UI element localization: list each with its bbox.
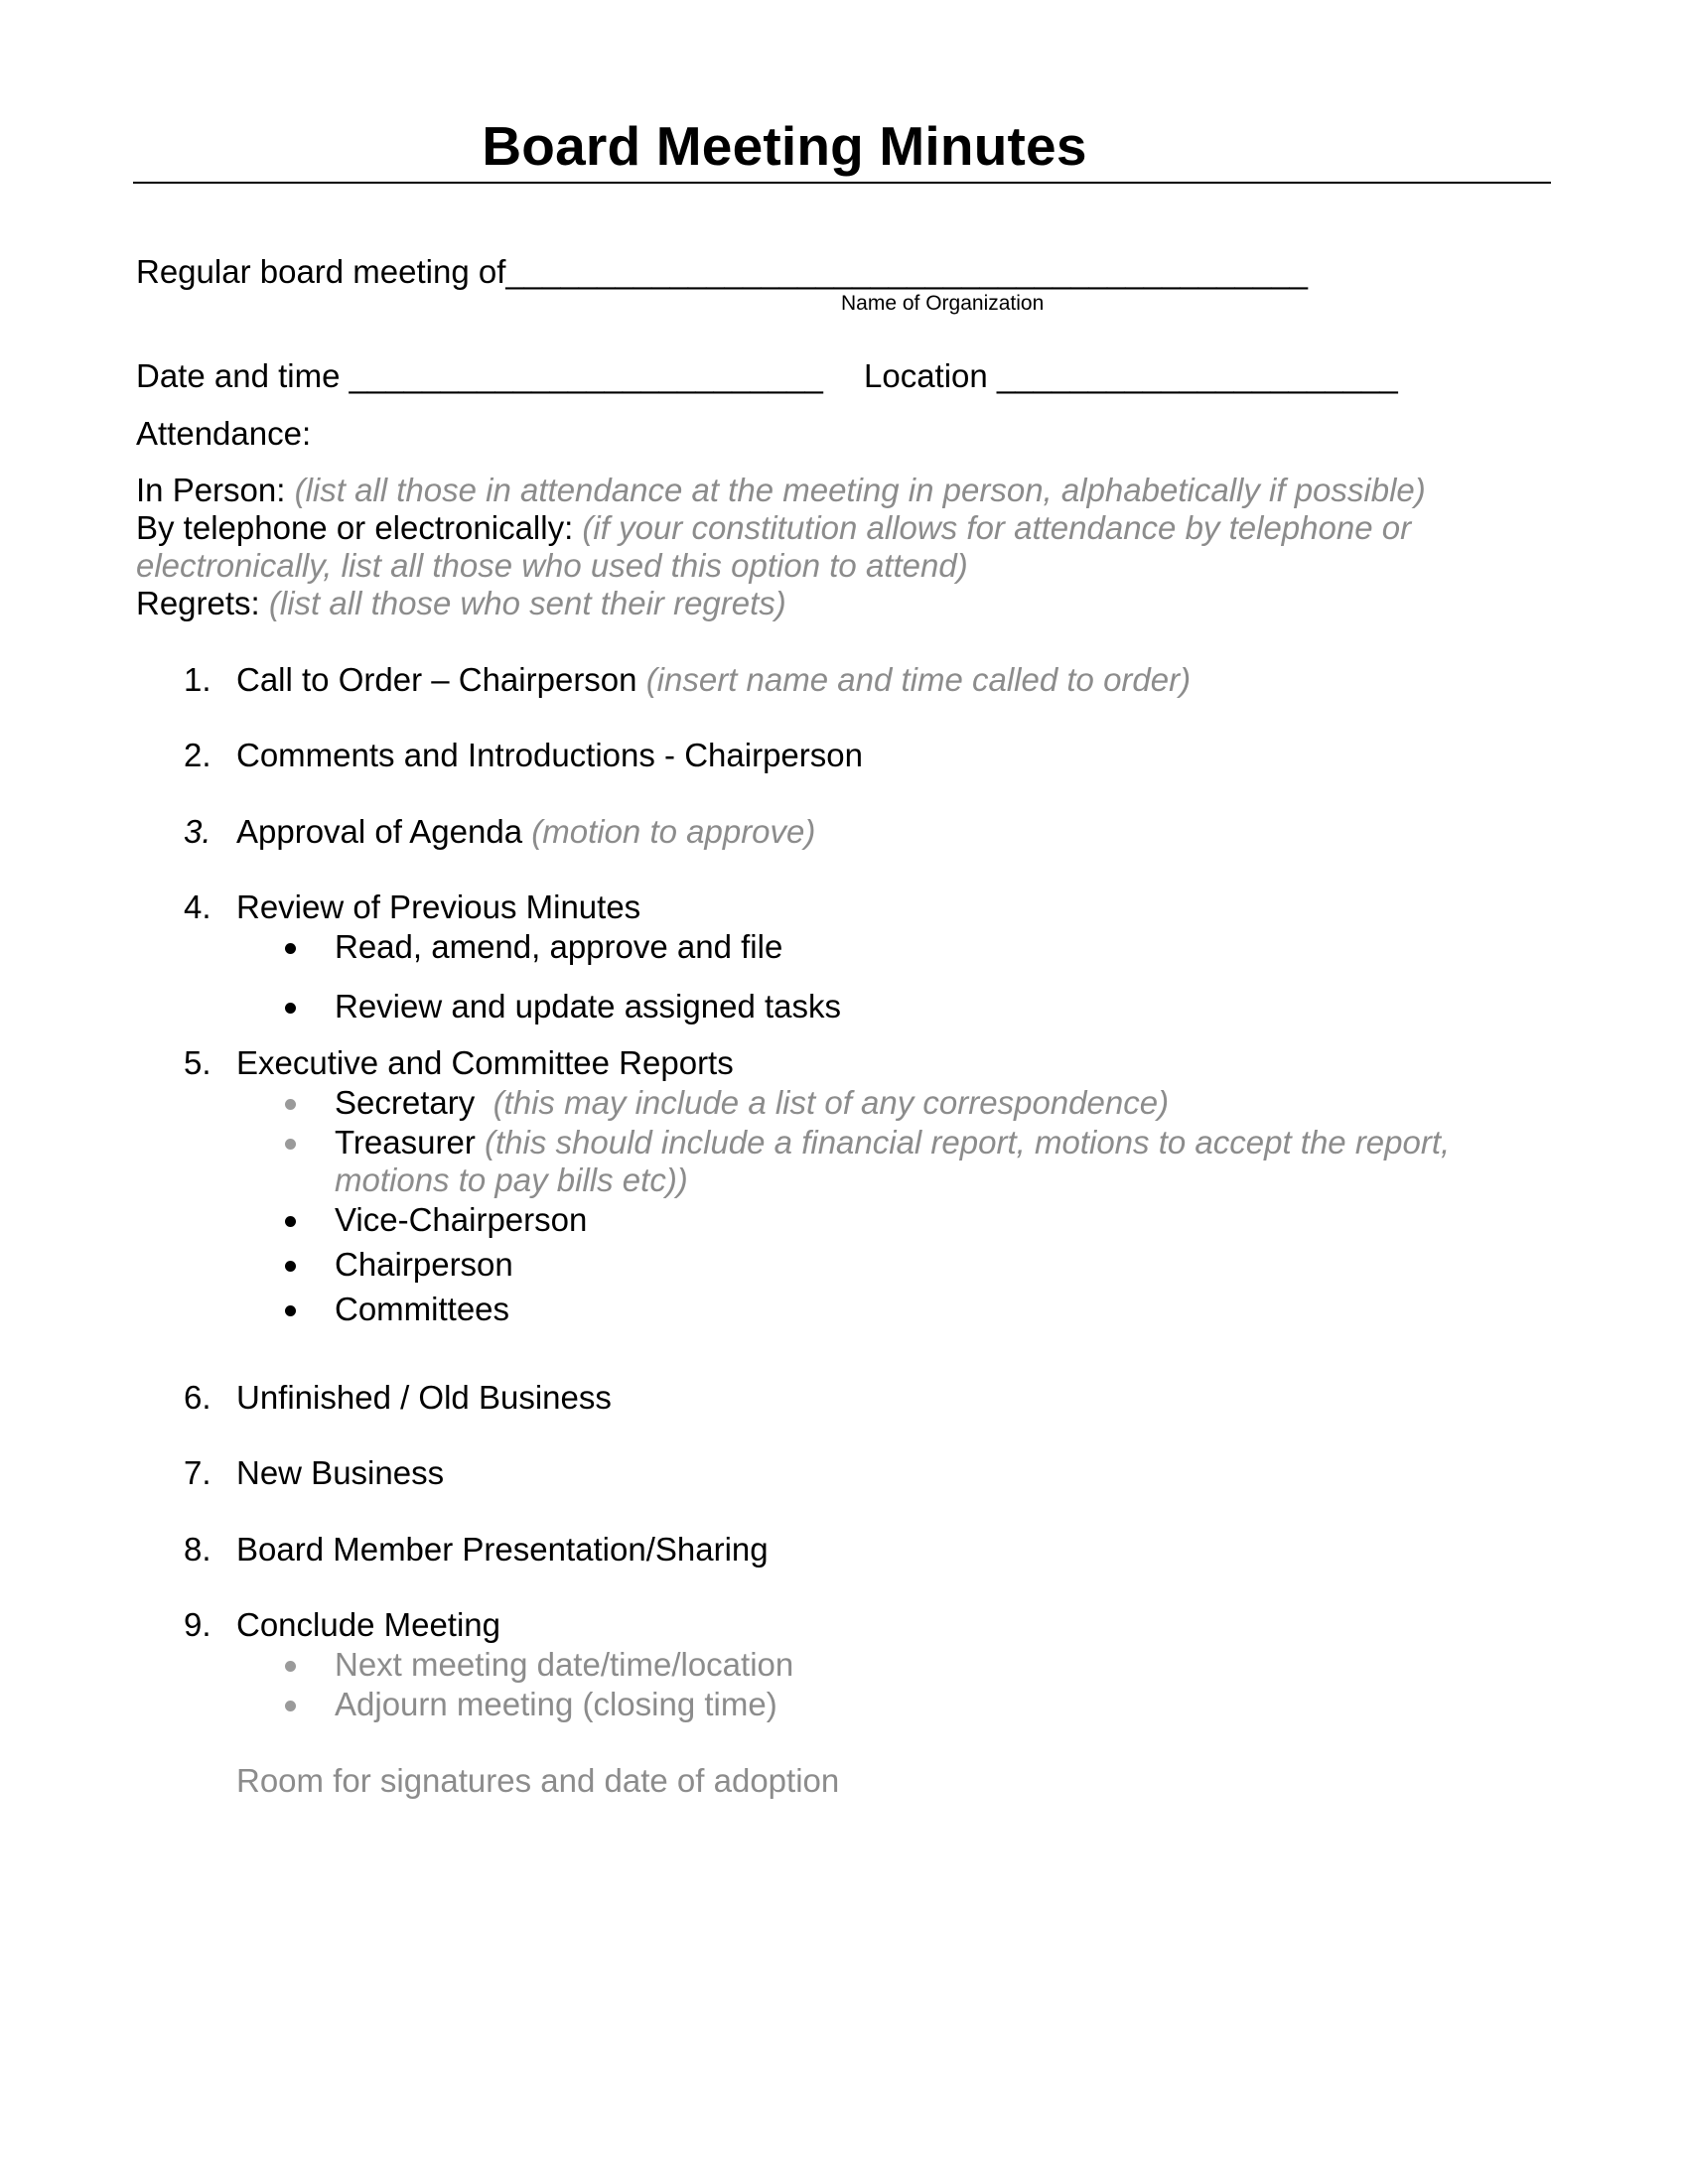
- sub-item-secretary: [335, 1084, 1169, 1122]
- bullet-icon: [285, 1216, 296, 1227]
- agenda-item-new-business: New Business: [236, 1454, 445, 1491]
- agenda-item-approval-of-agenda: [236, 813, 815, 851]
- agenda-item-old-business: Unfinished / Old Business: [236, 1379, 612, 1416]
- agenda-item-label: Call to Order – Chairperson: [236, 661, 637, 698]
- organization-blank[interactable]: ____________________________________________: [505, 253, 1308, 290]
- regrets-label: Regrets:: [136, 585, 260, 621]
- agenda-item-call-to-order: [236, 661, 1191, 699]
- sub-item-treasurer: [335, 1124, 1450, 1161]
- agenda-item-executive-reports: Executive and Committee Reports: [236, 1044, 734, 1081]
- sub-item-vice-chairperson: Vice-Chairperson: [335, 1201, 588, 1238]
- sub-item-next-meeting: Next meeting date/time/location: [335, 1646, 794, 1683]
- bullet-icon: [285, 1139, 296, 1150]
- regrets-line: [136, 585, 786, 622]
- signature-note: Room for signatures and date of adoption: [236, 1762, 840, 1799]
- agenda-item-label: Approval of Agenda: [236, 813, 523, 850]
- agenda-item-hint: (motion to approve): [531, 813, 816, 850]
- regrets-hint: (list all those who sent their regrets): [268, 585, 786, 621]
- page-title: Board Meeting Minutes: [482, 115, 1087, 177]
- attendance-heading: Attendance:: [136, 415, 312, 452]
- sub-item-review-tasks: Review and update assigned tasks: [335, 988, 841, 1024]
- in-person-line: [136, 472, 1426, 509]
- location-label: Location: [864, 357, 988, 394]
- telephone-hint-continued: electronically, list all those who used this option to attend): [136, 547, 968, 584]
- telephone-label: By telephone or electronically:: [136, 509, 574, 546]
- bullet-icon: [285, 1701, 296, 1711]
- agenda-item-comments-introductions: Comments and Introductions - Chairperson: [236, 737, 863, 773]
- date-time-line: [136, 357, 823, 395]
- sub-item-label: Treasurer: [335, 1124, 476, 1160]
- sub-item-committees: Committees: [335, 1291, 510, 1327]
- agenda-number-8: 8.: [184, 1531, 211, 1568]
- date-time-label: Date and time: [136, 357, 341, 394]
- agenda-item-review-previous-minutes: Review of Previous Minutes: [236, 888, 641, 925]
- telephone-hint: (if your constitution allows for attendance by telephone or: [582, 509, 1412, 546]
- agenda-number-4: 4.: [184, 888, 211, 925]
- agenda-number-2: 2.: [184, 737, 211, 773]
- telephone-line: [136, 509, 1411, 547]
- bullet-icon: [285, 943, 296, 954]
- agenda-number-5: 5.: [184, 1044, 211, 1081]
- location-blank[interactable]: ______________________: [996, 357, 1398, 394]
- sub-item-hint: (this should include a financial report, motions to accept the report,: [485, 1124, 1451, 1160]
- agenda-item-hint: (insert name and time called to order): [645, 661, 1192, 698]
- organization-label: Regular board meeting of: [136, 253, 506, 290]
- agenda-number-9: 9.: [184, 1606, 211, 1643]
- bullet-icon: [285, 1305, 296, 1316]
- organization-line: [136, 253, 1308, 291]
- in-person-label: In Person:: [136, 472, 286, 508]
- agenda-item-conclude-meeting: Conclude Meeting: [236, 1606, 500, 1643]
- bullet-icon: [285, 1003, 296, 1014]
- sub-item-adjourn: Adjourn meeting (closing time): [335, 1686, 777, 1722]
- agenda-number-6: 6.: [184, 1379, 211, 1416]
- date-time-blank[interactable]: __________________________: [349, 357, 823, 394]
- agenda-number-1: 1.: [184, 661, 211, 698]
- sub-item-treasurer-hint-continued: motions to pay bills etc)): [335, 1161, 688, 1198]
- in-person-hint: (list all those in attendance at the meeting in person, alphabetically if possible): [294, 472, 1426, 508]
- agenda-number-3: 3.: [184, 813, 211, 850]
- agenda-item-board-presentation: Board Member Presentation/Sharing: [236, 1531, 769, 1568]
- title-underline: [133, 182, 1551, 184]
- location-line: [864, 357, 1398, 395]
- sub-item-hint: (this may include a list of any correspondence): [492, 1084, 1170, 1121]
- sub-item-read-amend: Read, amend, approve and file: [335, 928, 783, 965]
- sub-item-label: Secretary: [335, 1084, 476, 1121]
- organization-caption: Name of Organization: [841, 292, 1045, 315]
- sub-item-chairperson: Chairperson: [335, 1246, 513, 1283]
- agenda-number-7: 7.: [184, 1454, 211, 1491]
- bullet-icon: [285, 1661, 296, 1672]
- bullet-icon: [285, 1261, 296, 1272]
- bullet-icon: [285, 1099, 296, 1110]
